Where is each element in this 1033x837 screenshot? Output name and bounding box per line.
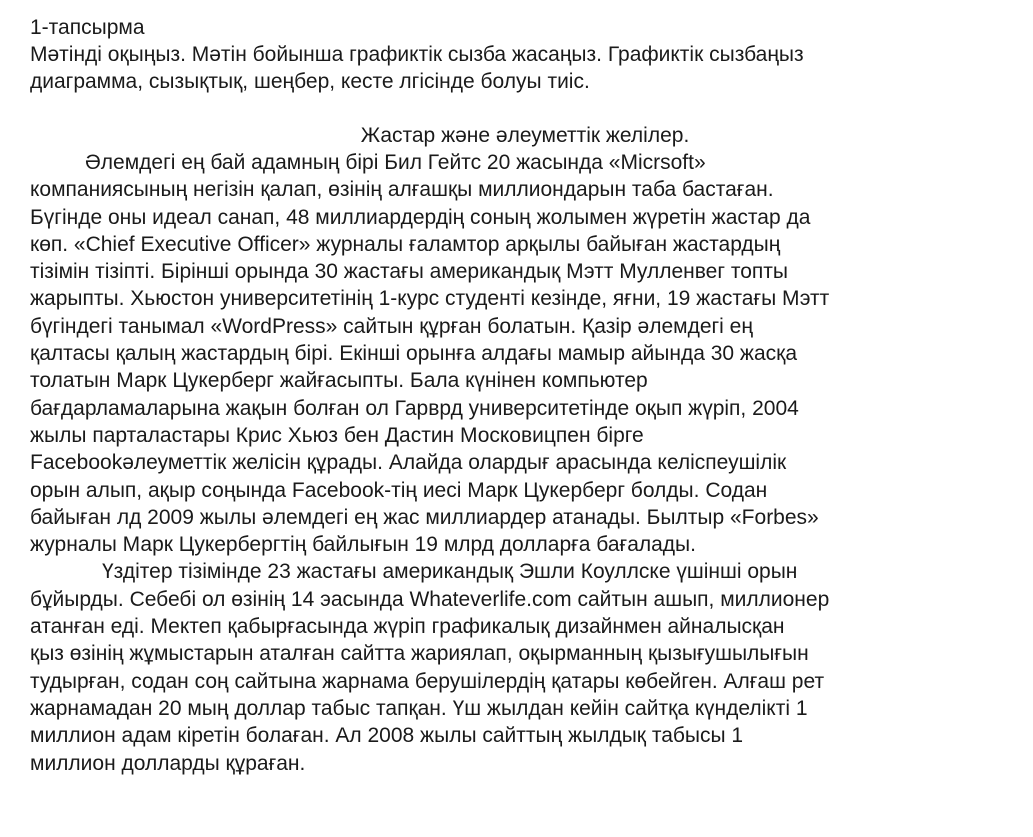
article-title: Жастар және әлеуметтік желілер. (360, 124, 690, 147)
task-title: 1-тапсырма (30, 16, 145, 39)
article-paragraph-1: Әлемдегі ең бай адамның бірі Бил Гейтс 20 жасында «Micrsoft» компаниясының негізін қалап, өзінің алғашқы миллиондарын таба бастаған. Бүгінде оны идеал санап, 48 миллиардердің соның жолымен жүретін жастар да көп. «Chief Executive Officer» журналы ғаламтор арқылы байыған жастардың тізімін тізіпті. Бірінші орында 30 жастағы американдық Мэтт Мулленвег топты жарыпты. Хьюстон университетінің 1-курс студенті кезінде, яғни, 19 жастағы Мэтт бүгіндегі танымал «WordPress» сайтын құрған болатын. Қазір әлемдегі ең қалтасы қалың жастардың бірі. Екінші орынға алдағы мамыр айында 30 жасқа толатын Марк Цукерберг жайғасыпты. Бала күнінен компьютер бағдарламаларына жақын болған ол Гарврд университетінде оқып жүріп, 2004 жылы парталастары Крис Хьюз бен Дастин Московицпен бірге Facebookәлеуметтік желісін құрады. Алайда олардығ арасында келіспеушілік орын алып, ақыр соңында Facebook-тің иесі Марк Цукерберг болды. Содан байыған лд 2009 жылы әлемдегі ең жас миллиардер атанады. Былтыр «Forbes» журналы Марк Цукербергтің байлығын 19 млрд долларға бағалады. (30, 151, 830, 557)
task-instruction: Мәтінді оқыңыз. Мәтін бойынша графиктік сызба жасаңыз. Графиктік сызбаңыз диаграмма, сызықтық, шеңбер, кесте лгісінде болуы тиіс. (30, 43, 804, 93)
document-page (30, 14, 1020, 777)
article-paragraph-2: Үздітер тізімінде 23 жастағы американдық Эшли Коуллске үшінші орын бұйырды. Себебі ол өзінің 14 эасында Whateverlife.com сайтын ашып, миллионер атанған еді. Мектеп қабырғасында жүріп графикалық дизайнмен айналысқан қыз өзінің жұмыстарын аталған сайтта жариялап, оқырманның қызығушылығын тудырған, содан соң сайтына жарнама берушілердің қатары көбейген. Алғаш рет жарнамадан 20 мың доллар табыс тапқан. Үш жылдан кейін сайтқа күнделікті 1 миллион адам кіретін болаған. Ал 2008 жылы сайттың жылдық табысы 1 миллион долларды құраған. (30, 560, 830, 775)
